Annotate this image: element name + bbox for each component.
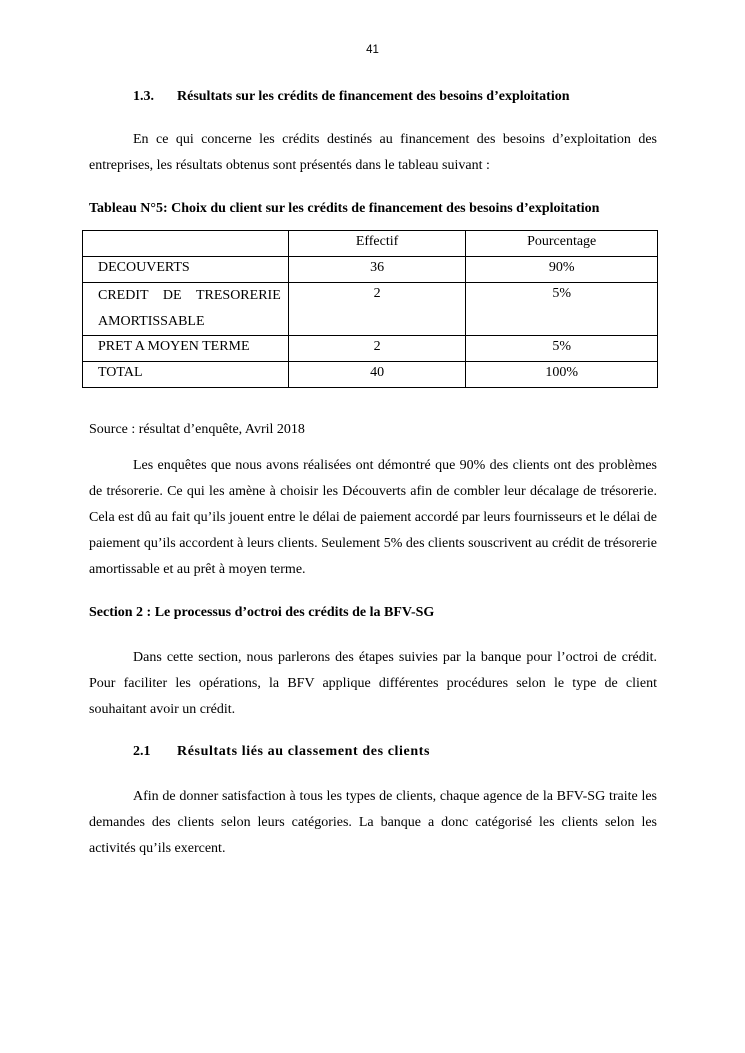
- intro-paragraph: En ce qui concerne les crédits destinés au financement des besoins d’exploitation des entreprises, les résultats obtenus sont présentés dans le tableau suivant :: [89, 132, 657, 173]
- table-row: [83, 257, 658, 283]
- table-caption: Tableau N°5: Choix du client sur les crédits de financement des besoins d’exploitation: [89, 201, 600, 216]
- row-pourcentage: 5%: [466, 283, 658, 336]
- row-label: DECOUVERTS: [83, 257, 289, 283]
- table-row: [83, 362, 658, 388]
- table-source: Source : résultat d’enquête, Avril 2018: [89, 422, 305, 437]
- row-effectif: 2: [288, 336, 466, 362]
- table-header-cell: Pourcentage: [466, 231, 658, 257]
- row-label: PRET A MOYEN TERME: [83, 336, 289, 362]
- row-pourcentage: 100%: [466, 362, 658, 388]
- subsection-2-1-paragraph: Afin de donner satisfaction à tous les types de clients, chaque agence de la BFV-SG traite les demandes des clients selon leurs catégories. La banque a donc catégorisé les clients selon les activités qu’ils exercent.: [89, 789, 657, 856]
- row-label: TOTAL: [83, 362, 289, 388]
- row-effectif: 40: [288, 362, 466, 388]
- credit-choice-table: [82, 230, 658, 388]
- table-row: [83, 336, 658, 362]
- table-header-row: [83, 231, 658, 257]
- subsection-2-1-title: Résultats liés au classement des clients: [177, 744, 431, 759]
- subsection-heading: [133, 89, 570, 105]
- subsection-number: 1.3.: [133, 89, 154, 104]
- subsection-title: Résultats sur les crédits de financement des besoins d’exploitation: [177, 89, 570, 104]
- section-2-heading: Section 2 : Le processus d’octroi des crédits de la BFV-SG: [89, 605, 435, 620]
- section-2-paragraph: Dans cette section, nous parlerons des étapes suivies par la banque pour l’octroi de crédit. Pour faciliter les opérations, la BFV applique différentes procédures selon le type de client souhaitant avoir un crédit.: [89, 650, 657, 717]
- row-label: CREDIT DE TRESORERIE AMORTISSABLE: [83, 283, 289, 336]
- page-number: 41: [366, 44, 379, 56]
- analysis-paragraph: Les enquêtes que nous avons réalisées ont démontré que 90% des clients ont des problèmes de trésorerie. Ce qui les amène à choisir les Découverts afin de combler leur décalage de trésorerie. Cela est dû au fait qu’ils jouent entre le délai de paiement accordé par leurs fournisseurs et le délai de paiement qu’ils accordent à leurs clients. Seulement 5% des clients souscrivent au crédit de trésorerie amortissable et au prêt à moyen terme.: [89, 458, 657, 577]
- table-header-cell: [83, 231, 289, 257]
- subsection-2-1-number: 2.1: [133, 744, 151, 759]
- subsection-2-1-heading: [133, 744, 430, 760]
- table-row: [83, 283, 658, 336]
- table-header-cell: Effectif: [288, 231, 466, 257]
- row-pourcentage: 90%: [466, 257, 658, 283]
- row-pourcentage: 5%: [466, 336, 658, 362]
- row-effectif: 36: [288, 257, 466, 283]
- row-effectif: 2: [288, 283, 466, 336]
